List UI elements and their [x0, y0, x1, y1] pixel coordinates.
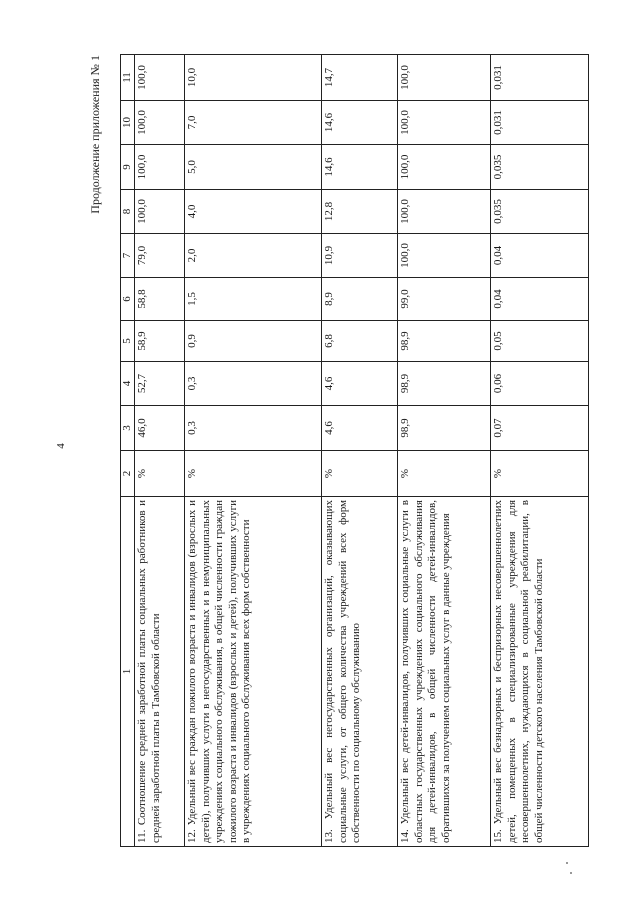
value-cell: 5,0: [185, 145, 322, 190]
value-cell: 4,0: [185, 190, 322, 234]
value-cell: 7,0: [185, 101, 322, 145]
value-cell: 14,6: [322, 101, 398, 145]
scan-speck: [566, 862, 568, 864]
value-cell: 10,0: [185, 55, 322, 101]
column-header: 11: [121, 55, 135, 101]
table-row: [185, 55, 322, 847]
table-row: [398, 55, 491, 847]
value-cell: 99,0: [398, 278, 491, 321]
value-cell: 12,8: [322, 190, 398, 234]
value-cell: 0,3: [185, 406, 322, 451]
column-header: 3: [121, 406, 135, 451]
indicator-description: 15. Удельный вес безнадзорных и беспризорных несовершеннолетних детей, помещенных в специализированные учреждения для несовершеннолетних, нуждающихся в социальной реабилитации, в общей численности детского населения Тамбовской области: [491, 497, 589, 847]
column-header: 5: [121, 321, 135, 362]
unit-cell: %: [491, 451, 589, 497]
indicators-table: [120, 54, 589, 847]
column-header: 6: [121, 278, 135, 321]
value-cell: 98,9: [398, 321, 491, 362]
value-cell: 79,0: [135, 234, 185, 278]
unit-cell: %: [322, 451, 398, 497]
value-cell: 0,04: [491, 278, 589, 321]
value-cell: 0,031: [491, 55, 589, 101]
value-cell: 98,9: [398, 406, 491, 451]
table-row: [322, 55, 398, 847]
value-cell: 100,0: [135, 101, 185, 145]
scan-speck: [570, 872, 572, 874]
value-cell: 0,035: [491, 145, 589, 190]
value-cell: 100,0: [398, 190, 491, 234]
indicator-description: 14. Удельный вес детей-инвалидов, получивших социальные услуги в областных государственных учреждениях социального обслуживания для детей-инвалидов, в общей численности детей-инвалидов, обратившихся за получением социальных услуг в данные учреждения: [398, 497, 491, 847]
value-cell: 100,0: [398, 145, 491, 190]
indicator-description: 12. Удельный вес граждан пожилого возраста и инвалидов (взрослых и детей), получивших услуги в негосударственных и в немуниципальных учреждениях социального обслуживания, в общей численности граждан пожилого возраста и инвалидов (взрослых и детей), получивших услуги в учреждениях социального обслуживания всех форм собственности: [185, 497, 322, 847]
value-cell: 0,07: [491, 406, 589, 451]
column-header: 7: [121, 234, 135, 278]
value-cell: 2,0: [185, 234, 322, 278]
value-cell: 14,6: [322, 145, 398, 190]
column-header: 4: [121, 362, 135, 406]
value-cell: 98,9: [398, 362, 491, 406]
indicator-description: 13. Удельный вес негосударственных организаций, оказывающих социальные услуги, от общего количества учреждений всех форм собственности по социальному обслуживанию: [322, 497, 398, 847]
table-header-row: [121, 55, 135, 847]
column-header: 2: [121, 451, 135, 497]
value-cell: 4,6: [322, 406, 398, 451]
indicator-description: 11. Соотношение средней заработной платы социальных работников и средней заработной платы в Тамбовской области: [135, 497, 185, 847]
value-cell: 8,9: [322, 278, 398, 321]
value-cell: 100,0: [135, 190, 185, 234]
column-header: 8: [121, 190, 135, 234]
value-cell: 0,031: [491, 101, 589, 145]
value-cell: 52,7: [135, 362, 185, 406]
value-cell: 58,9: [135, 321, 185, 362]
rotated-page: [90, 55, 595, 847]
value-cell: 100,0: [135, 55, 185, 101]
appendix-title: Продолжение приложения № 1: [88, 55, 102, 214]
value-cell: 46,0: [135, 406, 185, 451]
value-cell: 100,0: [398, 234, 491, 278]
value-cell: 100,0: [398, 55, 491, 101]
value-cell: 0,04: [491, 234, 589, 278]
value-cell: 4,6: [322, 362, 398, 406]
page-number: 4: [54, 443, 67, 449]
value-cell: 0,05: [491, 321, 589, 362]
unit-cell: %: [135, 451, 185, 497]
value-cell: 10,9: [322, 234, 398, 278]
value-cell: 1,5: [185, 278, 322, 321]
value-cell: 0,9: [185, 321, 322, 362]
unit-cell: %: [185, 451, 322, 497]
table-row: [491, 55, 589, 847]
column-header: 10: [121, 101, 135, 145]
table-row: [135, 55, 185, 847]
unit-cell: %: [398, 451, 491, 497]
column-header: 9: [121, 145, 135, 190]
value-cell: 0,06: [491, 362, 589, 406]
value-cell: 6,8: [322, 321, 398, 362]
value-cell: 58,8: [135, 278, 185, 321]
value-cell: 100,0: [398, 101, 491, 145]
column-header: 1: [121, 497, 135, 847]
value-cell: 0,035: [491, 190, 589, 234]
value-cell: 0,3: [185, 362, 322, 406]
value-cell: 14,7: [322, 55, 398, 101]
value-cell: 100,0: [135, 145, 185, 190]
